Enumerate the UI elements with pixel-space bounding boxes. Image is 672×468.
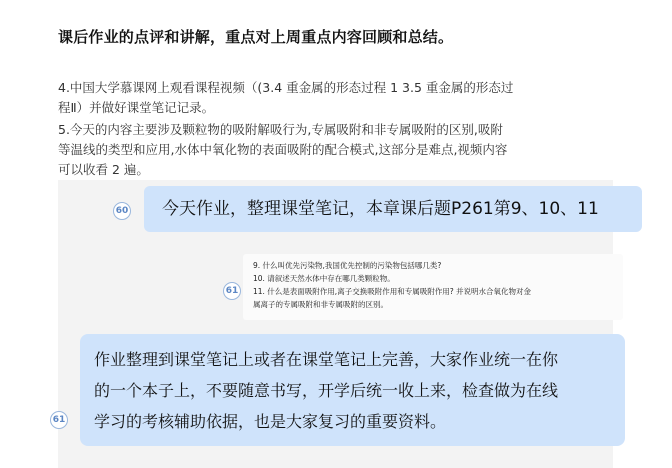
homework-line: 10. 请叙述天然水体中存在哪几类颗粒物。 <box>253 274 395 283</box>
item-4-line: 程Ⅱ）并做好课堂笔记记录。 <box>58 100 215 115</box>
homework-line: 11. 什么是表面吸附作用,离子交换吸附作用和专属吸附作用? 并说明水合氧化物对金 <box>253 287 532 296</box>
homework-line: 属离子的专属吸附和非专属吸附的区别。 <box>253 300 388 309</box>
homework-line: 9. 什么叫优先污染物,我国优先控制的污染物包括哪几类? <box>253 261 442 270</box>
item-5-line: 可以收看 2 遍。 <box>58 162 149 177</box>
homework-image-message <box>243 254 623 320</box>
item-5-line: 5.今天的内容主要涉及颗粒物的吸附解吸行为,专属吸附和非专属吸附的区别,吸附 <box>58 122 503 137</box>
message-number-badge: 61 <box>223 282 241 300</box>
message-bubble-60: 今天作业，整理课堂笔记，本章课后题P261第9、10、11 <box>144 186 642 232</box>
message-line: 作业整理到课堂笔记上或者在课堂笔记上完善，大家作业统一在你 <box>94 350 559 369</box>
chat-screenshot <box>52 180 613 468</box>
message-number-badge: 61 <box>50 411 68 429</box>
item-5-text <box>58 120 598 180</box>
page-heading: 课后作业的点评和讲解，重点对上周重点内容回顾和总结。 <box>58 28 454 46</box>
item-5-line: 等温线的类型和应用,水体中氧化物的表面吸附的配合模式,这部分是难点,视频内容 <box>58 142 508 157</box>
message-line: 的一个本子上，不要随意书写，开学后统一收上来，检查做为在线 <box>94 381 559 400</box>
message-line: 学习的考核辅助依据，也是大家复习的重要资料。 <box>94 412 447 431</box>
item-4-line: 4.中国大学慕课网上观看课程视频（(3.4 重金属的形态过程 1 3.5 重金属的形态过 <box>58 80 514 95</box>
item-4-text <box>58 78 598 118</box>
message-bubble-62 <box>80 334 625 446</box>
message-number-badge: 60 <box>113 202 131 220</box>
